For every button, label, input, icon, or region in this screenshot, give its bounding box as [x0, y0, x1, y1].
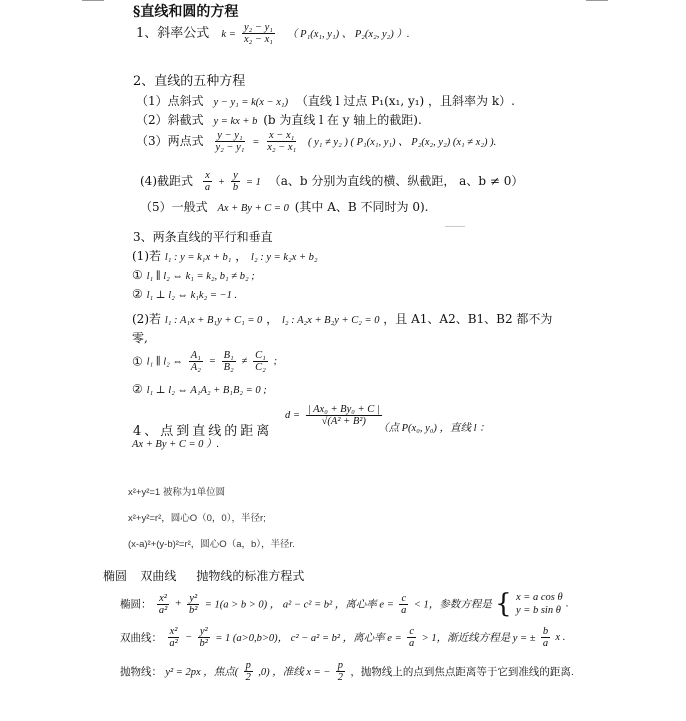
parallel-perp-heading: 3、两条直线的平行和垂直	[133, 230, 273, 244]
hyperbola-x-num: x²	[169, 626, 178, 637]
page-edge-right	[586, 0, 608, 1]
two-point-note: ( y₁ ≠ y₂ ) ( P₁(x₁, y₁) 、 P₂(x₂, y₂) (x₁ ≠ x₂) ).	[307, 137, 497, 149]
hyperbola-y-den: b²	[199, 638, 208, 650]
point-slope-row	[136, 92, 515, 109]
ellipse-param-intro: < 1，参数方程是	[413, 599, 492, 611]
ellipse-plus: +	[174, 598, 182, 610]
distance-label: 4、点到直线的距离	[133, 424, 273, 439]
case2-frac-b-den: B₂	[223, 362, 234, 374]
general-form-row	[140, 198, 428, 215]
ellipse-label: 椭圆：	[120, 598, 152, 611]
intercept-num-y: y	[233, 170, 238, 181]
two-point-row	[136, 130, 496, 153]
faint-rule	[445, 226, 465, 227]
hyperbola-slope-den: a	[542, 638, 549, 650]
ellipse-equation: = 1(a > b > 0) ， a² − c² = b² ，离心率 e =	[204, 599, 394, 611]
two-point-num-left: y − y₁	[217, 130, 243, 141]
case2-frac-c	[253, 350, 268, 373]
slope-formula-row	[136, 22, 410, 45]
hyperbola-label: 双曲线：	[120, 632, 162, 645]
slope-intercept-formula: y = kx + b	[213, 116, 258, 127]
two-point-den-right: x₂ − x₁	[267, 142, 297, 154]
intercept-num-x: x	[205, 170, 210, 181]
ellipse-brace: {	[495, 589, 512, 620]
ellipse-end: .	[565, 598, 569, 610]
hyperbola-ecc-num: c	[409, 626, 414, 637]
parabola-property: ，抛物线上的点到焦点距离等于它到准线的距离.	[350, 666, 574, 679]
case1-line1: l₁ : y = k₁x + b₁	[164, 252, 232, 263]
case2-frac-a-den: A₂	[190, 362, 201, 374]
case2-perp-row	[132, 382, 267, 396]
section-title: §直线和圆的方程	[133, 4, 239, 20]
case2-frac-c-den: C₂	[255, 362, 266, 374]
case1-parallel-mark: ①	[132, 268, 143, 282]
case2-parallel-mark: ①	[132, 354, 143, 369]
slope-intercept-note: (b 为直线 l 在 y 轴上的截距).	[263, 113, 422, 127]
ellipse-frac-y	[187, 593, 199, 616]
case1-parallel-row	[132, 268, 255, 282]
parabola-row	[120, 660, 574, 683]
slope-intercept-row	[136, 111, 422, 128]
case2-frac-b-num: B₁	[223, 350, 234, 361]
case2-prefix: (2)若	[132, 312, 161, 326]
general-form-label: （5）一般式	[140, 200, 208, 214]
case2-row	[132, 310, 552, 327]
slope-intercept-label: （2）斜截式	[136, 113, 204, 127]
circle-origin-note: x²+y²=r²，圆心O（0，0），半径r;	[128, 513, 266, 524]
intercept-den-a: a	[204, 182, 211, 194]
case1-sep: ，	[235, 249, 248, 263]
parabola-equation: y² = 2px ，焦点(	[165, 667, 239, 679]
intercept-fraction-y	[231, 170, 240, 193]
two-point-equals: =	[252, 137, 260, 149]
ellipse-param-system	[516, 591, 563, 617]
intercept-plus: +	[217, 177, 225, 189]
hyperbola-row	[120, 626, 565, 649]
slope-numerator: y₂ − y₁	[243, 22, 273, 33]
case2-frac-eq: =	[208, 356, 216, 368]
case2-line2: l₂ : A₂x + B₂y + C₂ = 0	[281, 315, 380, 326]
case1-prefix: (1)若	[132, 249, 161, 263]
parabola-directrix-frac	[336, 660, 345, 683]
parabola-directrix-num: p	[337, 660, 344, 671]
parabola-directrix-intro: ,0) ，准线 x = −	[258, 667, 331, 679]
page-edge-left	[82, 0, 104, 1]
hyperbola-asymptote-intro: > 1，渐近线方程是 y = ±	[421, 633, 536, 645]
case1-perp-mark: ②	[132, 287, 143, 301]
ellipse-frac-x	[157, 593, 169, 616]
case2-frac-a	[189, 350, 203, 373]
point-slope-formula: y − y₁ = k(x − x₁)	[213, 97, 289, 108]
intercept-note: （a、b 分别为直线的横、纵截距， a、b ≠ 0）	[268, 174, 524, 189]
ellipse-eccentricity	[399, 593, 408, 616]
hyperbola-asymptote-slope	[541, 626, 550, 649]
case2-parallel-row	[132, 350, 277, 373]
parabola-focus-frac	[244, 660, 253, 683]
circle-general-note: (x-a)²+(y-b)²=r²，圆心O（a，b），半径r.	[128, 539, 295, 550]
hyperbola-frac-y	[198, 626, 210, 649]
slope-k: k =	[221, 29, 236, 41]
line-forms-heading: 2、直线的五种方程	[133, 74, 246, 89]
ellipse-x-num: x²	[159, 592, 167, 604]
intercept-label: (4)截距式	[140, 174, 193, 189]
distance-line-formula: Ax + By + C = 0 ）.	[132, 439, 220, 450]
case2-condition-cont: 零,	[132, 331, 148, 345]
ellipse-row	[120, 589, 569, 620]
parabola-focus-num: p	[245, 660, 251, 671]
ellipse-param-y: y = b sin θ	[515, 605, 561, 617]
ellipse-y-num: y²	[189, 592, 198, 604]
slope-points: （ P₁(x₁, y₁) 、 P₂(x₂, y₂) ）.	[287, 29, 410, 41]
hyperbola-end: x .	[555, 632, 566, 644]
case2-frac-b	[222, 350, 236, 373]
distance-d: d =	[285, 410, 300, 422]
distance-line-eq	[132, 436, 219, 451]
two-point-den-left: y₂ − y₁	[215, 142, 245, 154]
general-form-note: (其中 A、B 不同时为 0).	[294, 200, 429, 214]
case2-parallel-lhs: l₁ ∥ l₂ ⇔	[146, 356, 183, 368]
parabola-label: 抛物线：	[120, 666, 162, 679]
hyperbola-y-num: y²	[199, 626, 208, 637]
hyperbola-ecc-den: a	[409, 638, 415, 650]
two-point-label: （3）两点式	[136, 134, 204, 149]
hyperbola-slope-num: b	[542, 626, 549, 637]
case1-line2: l₂ : y = k₂x + b₂	[251, 252, 318, 263]
slope-label: 1、斜率公式	[136, 26, 210, 42]
ellipse-param-x: x = a cos θ	[515, 592, 563, 603]
case2-sep: ，	[266, 312, 279, 326]
hyperbola-x-den: a²	[169, 638, 178, 650]
case1-parallel-formula: l₁ ∥ l₂ ⇔ k₁ = k₂, b₁ ≠ b₂ ;	[146, 271, 255, 282]
unit-circle-note: x²+y²=1 被称为1单位圆	[128, 487, 226, 498]
two-point-fraction-right	[265, 130, 298, 153]
ellipse-ecc-den: a	[401, 604, 407, 616]
case2-line1: l₁ : A₁x + B₁y + C₁ = 0	[164, 315, 263, 326]
case1-perp-row	[132, 287, 237, 301]
slope-denominator: x₂ − x₁	[243, 34, 273, 46]
case2-parallel-end: ;	[273, 356, 278, 368]
general-form-formula: Ax + By + C = 0	[217, 203, 289, 214]
distance-denominator: √(A² + B²)	[321, 416, 366, 428]
case2-perp-formula: l₁ ⊥ l₂ ⇔ A₁A₂ + B₁B₂ = 0 ;	[146, 385, 267, 396]
case2-perp-mark: ②	[132, 382, 143, 396]
case2-frac-ne: ≠	[241, 356, 248, 368]
distance-formula	[285, 404, 384, 427]
case1-row	[132, 247, 318, 264]
slope-fraction	[242, 22, 275, 45]
intercept-equals: = 1	[245, 177, 261, 189]
distance-point-line: （点 P(x₀, y₀) ，直线 l ：	[378, 423, 490, 434]
intercept-fraction-x	[203, 170, 212, 193]
ellipse-y-den: b²	[189, 604, 198, 616]
intercept-row	[140, 170, 523, 193]
hyperbola-minus: −	[185, 632, 193, 644]
hyperbola-eccentricity	[407, 626, 416, 649]
intercept-den-b: b	[232, 182, 239, 194]
case2-condition: ，且 A1、A2、B1、B2 都不为	[383, 312, 553, 326]
ellipse-x-den: a²	[158, 604, 168, 616]
parabola-directrix-den: 2	[337, 672, 344, 684]
conics-heading: 椭圆 双曲线 抛物线的标准方程式	[103, 569, 305, 583]
point-slope-label: （1）点斜式	[136, 94, 204, 108]
case2-frac-c-num: C₁	[255, 350, 266, 361]
parabola-focus-den: 2	[245, 672, 251, 684]
point-slope-note: （直线 l 过点 P₁(x₁, y₁) ，且斜率为 k）.	[295, 94, 515, 108]
case2-frac-a-num: A₁	[190, 350, 201, 361]
hyperbola-equation: = 1 (a>0,b>0)， c² − a² = b² ，离心率 e =	[215, 633, 402, 645]
case1-perp-formula: l₁ ⊥ l₂ ⇔ k₁k₂ = −1 .	[146, 290, 238, 301]
distance-numerator: | Ax₀ + By₀ + C |	[307, 404, 380, 415]
two-point-num-right: x − x₁	[269, 130, 295, 141]
two-point-fraction-left	[213, 130, 246, 153]
hyperbola-frac-x	[167, 626, 179, 649]
ellipse-ecc-num: c	[401, 592, 407, 604]
distance-note	[378, 420, 490, 435]
distance-fraction	[306, 404, 382, 427]
